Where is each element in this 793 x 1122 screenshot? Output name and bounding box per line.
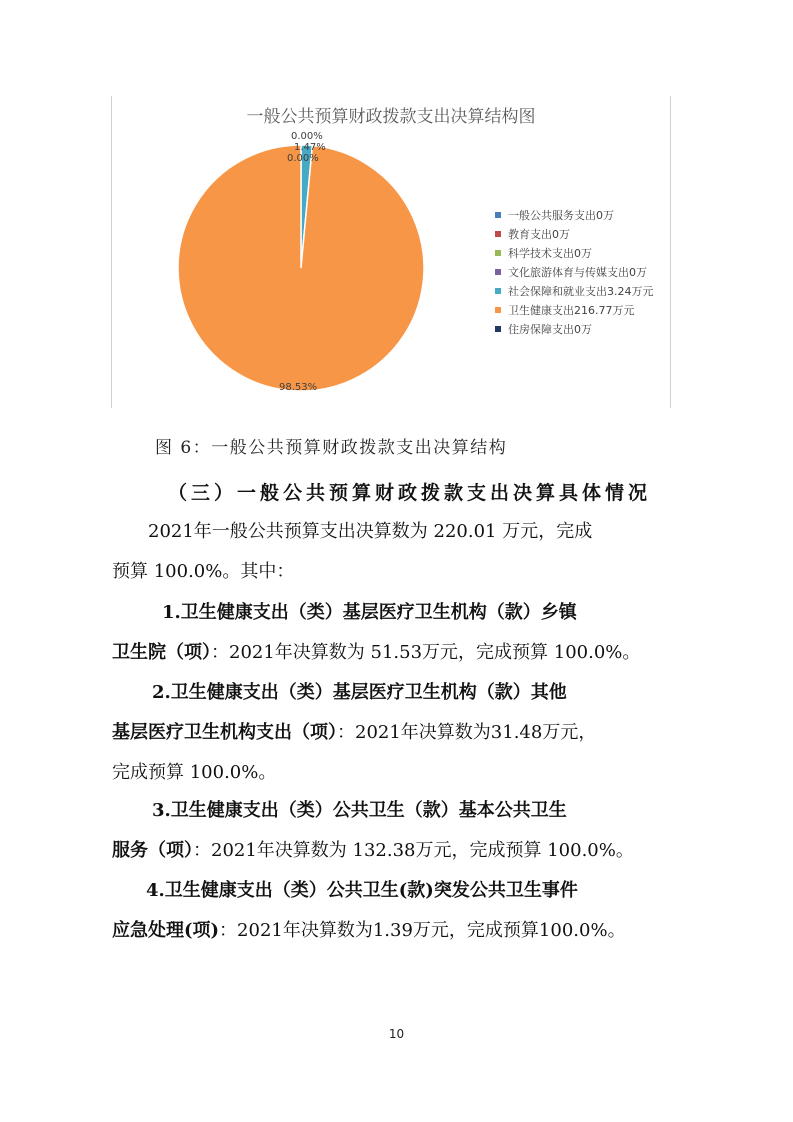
legend-swatch — [495, 288, 501, 294]
legend-label: 科学技术支出0万 — [508, 246, 592, 260]
legend-swatch — [495, 307, 501, 313]
item-4-detail: ：2021年决算数为1.39万元，完成预算100.0%。 — [219, 920, 626, 941]
legend-label: 卫生健康支出216.77万元 — [508, 303, 635, 317]
legend-item — [495, 224, 654, 243]
legend-swatch — [495, 212, 501, 218]
legend-item — [495, 262, 654, 281]
pie-chart — [111, 96, 671, 408]
pie-label-health: 98.53% — [279, 382, 318, 393]
item-2-detail-cont: 完成预算 100.0%。 — [112, 762, 277, 783]
legend-label: 社会保障和就业支出3.24万元 — [508, 284, 654, 298]
item-4-title-a: 4.卫生健康支出（类）公共卫生(款)突发公共卫生事件 — [146, 880, 578, 901]
legend-swatch — [495, 326, 501, 332]
page-number: 10 — [388, 1027, 405, 1041]
item-1-detail: ：2021年决算数为 51.53万元，完成预算 100.0%。 — [211, 642, 641, 663]
pie-label-zero-top: 0.00% — [291, 131, 323, 142]
pie-label-zero-bottom: 0.00% — [287, 153, 319, 164]
item-2-title-a: 2.卫生健康支出（类）基层医疗卫生机构（款）其他 — [152, 682, 567, 703]
item-1-title-b: 卫生院（项） — [112, 642, 211, 663]
summary-line-1: 2021年一般公共预算支出决算数为 220.01 万元，完成 — [148, 521, 593, 542]
figure-caption: 图 6：一般公共预算财政拨款支出决算结构 — [155, 438, 508, 458]
item-3-title-a: 3.卫生健康支出（类）公共卫生（款）基本公共卫生 — [152, 800, 567, 821]
chart-legend — [495, 205, 654, 338]
legend-item — [495, 300, 654, 319]
legend-item — [495, 281, 654, 300]
pie-slice-5 — [178, 145, 424, 391]
chart-title: 一般公共预算财政拨款支出决算结构图 — [246, 107, 536, 127]
item-paragraph-1 — [112, 593, 672, 673]
legend-item — [495, 205, 654, 224]
item-3-detail: ：2021年决算数为 132.38万元，完成预算 100.0%。 — [193, 840, 634, 861]
item-paragraph-4 — [112, 871, 672, 951]
legend-item — [495, 319, 654, 338]
legend-item — [495, 243, 654, 262]
item-2-title-b: 基层医疗卫生机构支出（项） — [112, 722, 337, 743]
legend-swatch — [495, 269, 501, 275]
legend-swatch — [495, 231, 501, 237]
legend-label: 文化旅游体育与传媒支出0万 — [508, 265, 647, 279]
item-2-detail: ：2021年决算数为31.48万元， — [337, 722, 597, 743]
section-heading: （三）一般公共预算财政拨款支出决算具体情况 — [168, 482, 652, 504]
legend-label: 教育支出0万 — [508, 227, 570, 241]
item-1-title-a: 1.卫生健康支出（类）基层医疗卫生机构（款）乡镇 — [162, 602, 577, 623]
item-3-title-b: 服务（项） — [112, 840, 193, 861]
item-4-title-b: 应急处理(项) — [112, 920, 220, 941]
summary-paragraph — [112, 512, 672, 592]
summary-line-2: 预算 100.0%。其中： — [112, 561, 295, 582]
legend-label: 住房保障支出0万 — [508, 322, 592, 336]
legend-label: 一般公共服务支出0万 — [508, 208, 614, 222]
legend-swatch — [495, 250, 501, 256]
pie-label-social-security: 1.47% — [294, 142, 326, 153]
item-paragraph-2 — [112, 673, 672, 793]
item-paragraph-3 — [112, 791, 672, 871]
